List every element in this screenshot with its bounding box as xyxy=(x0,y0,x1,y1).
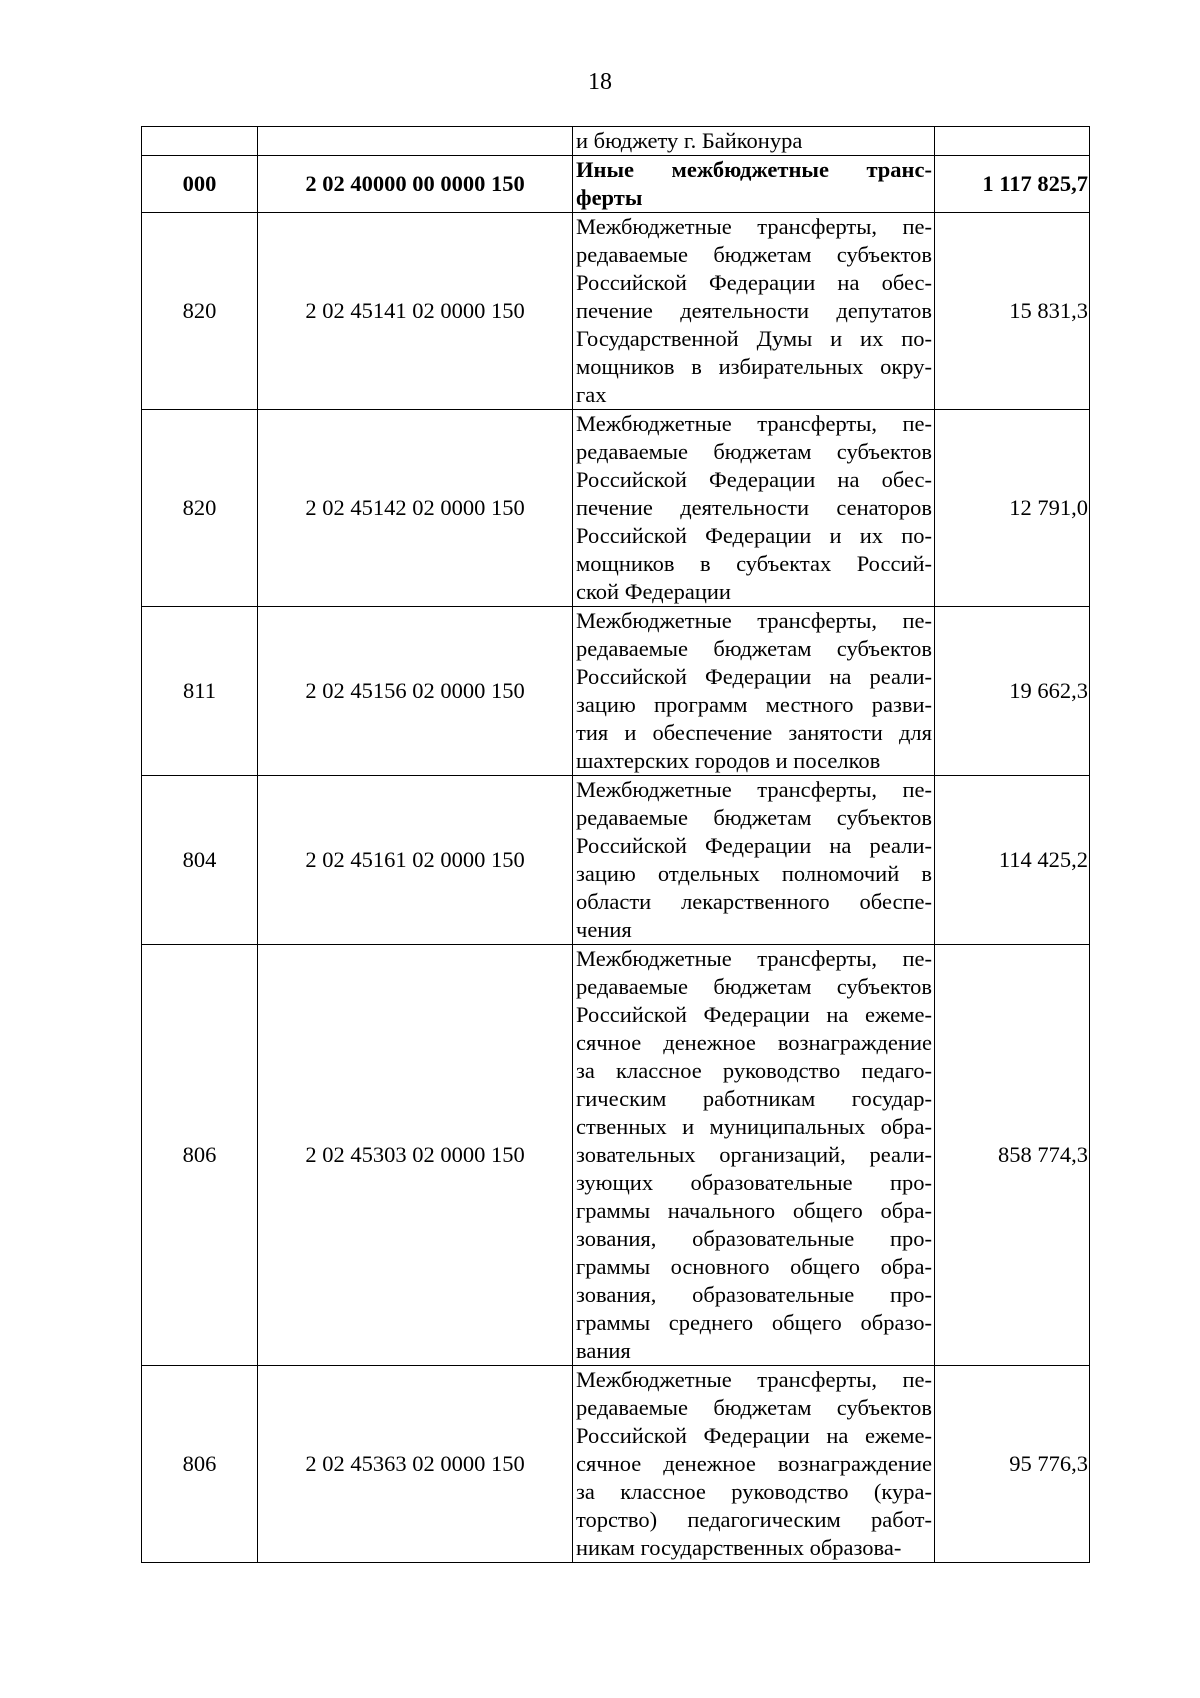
budget-revenue-table xyxy=(141,126,1090,1563)
revenue-name-line: зующих образовательные про- xyxy=(576,1170,932,1195)
revenue-name-line: зацию программ местного разви- xyxy=(576,692,932,717)
revenue-name-line: Межбюджетные трансферты, пе- xyxy=(576,946,932,971)
cell-amount xyxy=(935,127,1090,156)
revenue-name-line: Межбюджетные трансферты, пе- xyxy=(576,608,932,633)
revenue-name-line: гах xyxy=(576,382,607,407)
revenue-name-line: Российской Федерации и их по- xyxy=(576,523,932,548)
cell-amount: 1 117 825,7 xyxy=(935,156,1090,213)
revenue-name-line: никам государственных образова- xyxy=(576,1535,902,1560)
revenue-name-line: сячное денежное вознаграждение xyxy=(576,1451,932,1476)
cell-revenue-name xyxy=(573,776,935,945)
table-body xyxy=(142,127,1090,1563)
revenue-name-line: редаваемые бюджетам субъектов xyxy=(576,805,932,830)
table-row xyxy=(142,127,1090,156)
revenue-name-line: и бюджету г. Байконура xyxy=(576,128,803,153)
revenue-name-line: области лекарственного обеспе- xyxy=(576,889,932,914)
revenue-name-line: за классное руководство педаго- xyxy=(576,1058,932,1083)
cell-amount: 858 774,3 xyxy=(935,945,1090,1366)
revenue-name-line: редаваемые бюджетам субъектов xyxy=(576,1395,932,1420)
revenue-name-line: зацию отдельных полномочий в xyxy=(576,861,932,886)
revenue-name-line: зовательных организаций, реали- xyxy=(576,1142,932,1167)
revenue-name-line: шахтерских городов и поселков xyxy=(576,748,881,773)
cell-budget-classification-code: 2 02 45141 02 0000 150 xyxy=(258,213,573,410)
revenue-name-line: Российской Федерации на обес- xyxy=(576,467,932,492)
cell-admin-code: 811 xyxy=(142,607,258,776)
revenue-name-line: редаваемые бюджетам субъектов xyxy=(576,242,932,267)
cell-admin-code: 820 xyxy=(142,410,258,607)
revenue-name-line: печение деятельности депутатов xyxy=(576,298,932,323)
revenue-name-line: граммы основного общего обра- xyxy=(576,1254,932,1279)
revenue-name-line: за классное руководство (кура- xyxy=(576,1479,932,1504)
revenue-name-line: редаваемые бюджетам субъектов xyxy=(576,439,932,464)
revenue-name-line: зования, образовательные про- xyxy=(576,1282,932,1307)
revenue-name-line: мощников в избирательных окру- xyxy=(576,354,932,379)
cell-revenue-name xyxy=(573,127,935,156)
revenue-name-line: Российской Федерации на ежеме- xyxy=(576,1423,932,1448)
revenue-name-line: гическим работникам государ- xyxy=(576,1086,932,1111)
cell-budget-classification-code: 2 02 45156 02 0000 150 xyxy=(258,607,573,776)
revenue-name-line: чения xyxy=(576,917,632,942)
revenue-name-line: Государственной Думы и их по- xyxy=(576,326,932,351)
revenue-name-line: зования, образовательные про- xyxy=(576,1226,932,1251)
table-row xyxy=(142,607,1090,776)
revenue-name-line: Межбюджетные трансферты, пе- xyxy=(576,214,932,239)
cell-budget-classification-code: 2 02 45161 02 0000 150 xyxy=(258,776,573,945)
cell-budget-classification-code xyxy=(258,127,573,156)
revenue-name-line: Российской Федерации на реали- xyxy=(576,833,932,858)
revenue-name-line: ской Федерации xyxy=(576,579,731,604)
revenue-name-line: ственных и муниципальных обра- xyxy=(576,1114,932,1139)
cell-budget-classification-code: 2 02 45142 02 0000 150 xyxy=(258,410,573,607)
cell-admin-code: 806 xyxy=(142,1366,258,1563)
revenue-name-line: ферты xyxy=(576,185,643,210)
cell-revenue-name xyxy=(573,945,935,1366)
cell-budget-classification-code: 2 02 40000 00 0000 150 xyxy=(258,156,573,213)
cell-budget-classification-code: 2 02 45363 02 0000 150 xyxy=(258,1366,573,1563)
revenue-name-line: тия и обеспечение занятости для xyxy=(576,720,932,745)
cell-revenue-name xyxy=(573,156,935,213)
revenue-name-line: Российской Федерации на ежеме- xyxy=(576,1002,932,1027)
cell-amount: 114 425,2 xyxy=(935,776,1090,945)
cell-revenue-name xyxy=(573,1366,935,1563)
table-row xyxy=(142,410,1090,607)
revenue-name-line: Межбюджетные трансферты, пе- xyxy=(576,777,932,802)
cell-revenue-name xyxy=(573,607,935,776)
cell-budget-classification-code: 2 02 45303 02 0000 150 xyxy=(258,945,573,1366)
table-row xyxy=(142,776,1090,945)
revenue-name-line: Иные межбюджетные транс- xyxy=(576,157,932,182)
revenue-name-line: Межбюджетные трансферты, пе- xyxy=(576,1367,932,1392)
revenue-name-line: граммы среднего общего образо- xyxy=(576,1310,932,1335)
revenue-name-line: Межбюджетные трансферты, пе- xyxy=(576,411,932,436)
revenue-name-line: сячное денежное вознаграждение xyxy=(576,1030,932,1055)
revenue-name-line: торство) педагогическим работ- xyxy=(576,1507,932,1532)
table-row xyxy=(142,1366,1090,1563)
revenue-name-line: редаваемые бюджетам субъектов xyxy=(576,974,932,999)
table-row xyxy=(142,156,1090,213)
cell-admin-code: 806 xyxy=(142,945,258,1366)
cell-admin-code xyxy=(142,127,258,156)
cell-admin-code: 000 xyxy=(142,156,258,213)
cell-admin-code: 804 xyxy=(142,776,258,945)
revenue-name-line: редаваемые бюджетам субъектов xyxy=(576,636,932,661)
cell-amount: 12 791,0 xyxy=(935,410,1090,607)
cell-admin-code: 820 xyxy=(142,213,258,410)
revenue-name-line: Российской Федерации на обес- xyxy=(576,270,932,295)
revenue-name-line: печение деятельности сенаторов xyxy=(576,495,932,520)
table-row xyxy=(142,213,1090,410)
cell-amount: 95 776,3 xyxy=(935,1366,1090,1563)
revenue-name-line: граммы начального общего обра- xyxy=(576,1198,932,1223)
cell-revenue-name xyxy=(573,410,935,607)
revenue-name-line: Российской Федерации на реали- xyxy=(576,664,932,689)
revenue-name-line: мощников в субъектах Россий- xyxy=(576,551,932,576)
cell-amount: 19 662,3 xyxy=(935,607,1090,776)
revenue-name-line: вания xyxy=(576,1338,631,1363)
cell-revenue-name xyxy=(573,213,935,410)
page-number: 18 xyxy=(588,69,612,95)
cell-amount: 15 831,3 xyxy=(935,213,1090,410)
table-row xyxy=(142,945,1090,1366)
